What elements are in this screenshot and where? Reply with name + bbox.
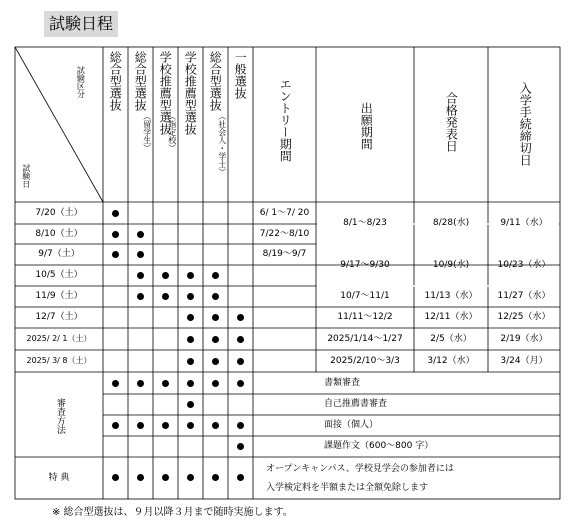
row-date: 8/10（土） xyxy=(35,228,83,239)
header-kubun-label: 試験区分 xyxy=(76,66,86,98)
dot-mark xyxy=(212,474,219,481)
dot-mark xyxy=(112,422,119,429)
group-enrollment: 2/19（水） xyxy=(500,333,548,344)
group-announcement: 11/13（水） xyxy=(424,291,478,301)
header-category-4: 総合型選抜 xyxy=(208,51,223,111)
header-date-label: 試験日 xyxy=(21,164,31,188)
header-entry: エントリー期間 xyxy=(278,78,293,162)
dot-mark xyxy=(237,380,244,387)
row-entry: 8/19～9/7 xyxy=(262,249,307,259)
row-date: 12/7（土） xyxy=(35,312,83,322)
header-category-0: 総合型選抜 xyxy=(108,51,123,111)
method-text: 自己推薦書審査 xyxy=(324,399,388,409)
dot-mark xyxy=(237,474,244,481)
row-date: 11/9（土） xyxy=(35,291,83,301)
tokuten-line1: オープンキャンパス、学校見学会の参加者には xyxy=(266,463,454,474)
row-entry xyxy=(253,307,316,328)
row-entry: 7/22～8/10 xyxy=(259,228,310,239)
dot-mark xyxy=(112,251,119,258)
group-announcement: 3/12（水） xyxy=(427,355,475,366)
dot-mark xyxy=(137,231,144,238)
header-subcategory-4: （社会人・学士） xyxy=(217,112,227,176)
header-category-1: 総合型選抜 xyxy=(133,51,148,111)
method-label: 審査方法 xyxy=(54,398,65,434)
method-text: 面接（個人） xyxy=(324,420,379,430)
dot-mark xyxy=(137,272,144,279)
dot-mark xyxy=(187,314,194,321)
dot-mark xyxy=(187,474,194,481)
header-category-5: 一般選抜 xyxy=(233,51,248,99)
row-entry xyxy=(253,286,316,307)
group-enrollment: 10/23（水） xyxy=(497,259,551,270)
dot-mark xyxy=(112,380,119,387)
dot-mark xyxy=(162,293,169,300)
row-date: 2025/ 3/ 8（土） xyxy=(26,356,92,365)
header-category-2: 学校推薦型選抜 xyxy=(158,51,173,135)
dot-mark xyxy=(112,231,119,238)
dot-mark xyxy=(212,422,219,429)
header-enrollment: 入学手続締切日 xyxy=(518,82,533,166)
group-application: 8/1～8/23 xyxy=(343,217,387,228)
dot-mark xyxy=(187,293,194,300)
dot-mark xyxy=(237,358,244,365)
footnote: ※ 総合型選抜は、９月以降３月まで随時実施します。 xyxy=(52,507,293,518)
group-enrollment: 3/24（月） xyxy=(500,355,548,366)
dot-mark xyxy=(162,380,169,387)
dot-mark xyxy=(212,272,219,279)
dot-mark xyxy=(187,272,194,279)
dot-mark xyxy=(212,293,219,300)
dot-mark xyxy=(187,401,194,408)
group-application: 9/17～9/30 xyxy=(340,259,390,270)
dot-mark xyxy=(212,380,219,387)
group-announcement: 2/5（水） xyxy=(430,333,472,344)
row-date: 10/5（土） xyxy=(35,270,83,280)
header-subcategory-2: （指定校） xyxy=(167,112,177,152)
method-text: 課題作文（600～800 字） xyxy=(324,441,434,451)
dot-mark xyxy=(237,336,244,343)
dot-mark xyxy=(187,336,194,343)
header-category-3: 学校推薦型選抜 xyxy=(183,51,198,135)
dot-mark xyxy=(162,474,169,481)
dot-mark xyxy=(162,422,169,429)
row-entry xyxy=(253,328,316,350)
group-application: 11/11～12/2 xyxy=(337,312,393,322)
page-title: 試験日程 xyxy=(44,11,118,37)
dot-mark xyxy=(212,336,219,343)
row-date: 7/20（土） xyxy=(35,207,83,218)
tokuten-label: 特 典 xyxy=(48,472,70,483)
group-announcement: 8/28(水) xyxy=(432,217,470,228)
dot-mark xyxy=(237,443,244,450)
dot-mark xyxy=(187,380,194,387)
group-enrollment: 11/27（水） xyxy=(497,291,551,301)
dot-mark xyxy=(187,358,194,365)
row-entry: 6/ 1～7/ 20 xyxy=(259,207,310,218)
dot-mark xyxy=(137,474,144,481)
header-announcement: 合格発表日 xyxy=(444,92,459,152)
dot-mark xyxy=(212,314,219,321)
group-application: 2025/1/14～1/27 xyxy=(327,333,403,344)
header-subcategory-1: （留学生） xyxy=(142,112,152,152)
dot-mark xyxy=(137,251,144,258)
dot-mark xyxy=(237,422,244,429)
group-announcement: 10/9(水) xyxy=(432,259,470,270)
dot-mark xyxy=(137,293,144,300)
dot-mark xyxy=(237,314,244,321)
group-announcement: 12/11（水） xyxy=(424,312,478,322)
dot-mark xyxy=(137,380,144,387)
dot-mark xyxy=(187,422,194,429)
dot-mark xyxy=(162,272,169,279)
row-date: 9/7（土） xyxy=(38,249,80,259)
dot-mark xyxy=(112,210,119,217)
tokuten-line2: 入学検定料を半額または全額免除します xyxy=(266,482,429,493)
group-enrollment: 12/25（水） xyxy=(497,312,551,322)
method-text: 書類審査 xyxy=(324,377,361,388)
group-enrollment: 9/11（水） xyxy=(500,217,548,228)
header-application: 出願期間 xyxy=(359,102,374,150)
dot-mark xyxy=(212,358,219,365)
row-entry xyxy=(253,265,316,286)
row-entry xyxy=(253,350,316,372)
group-application: 10/7～11/1 xyxy=(340,291,390,301)
dot-mark xyxy=(112,474,119,481)
dot-mark xyxy=(137,422,144,429)
row-date: 2025/ 2/ 1（土） xyxy=(26,334,92,343)
group-application: 2025/2/10～3/3 xyxy=(330,355,400,366)
